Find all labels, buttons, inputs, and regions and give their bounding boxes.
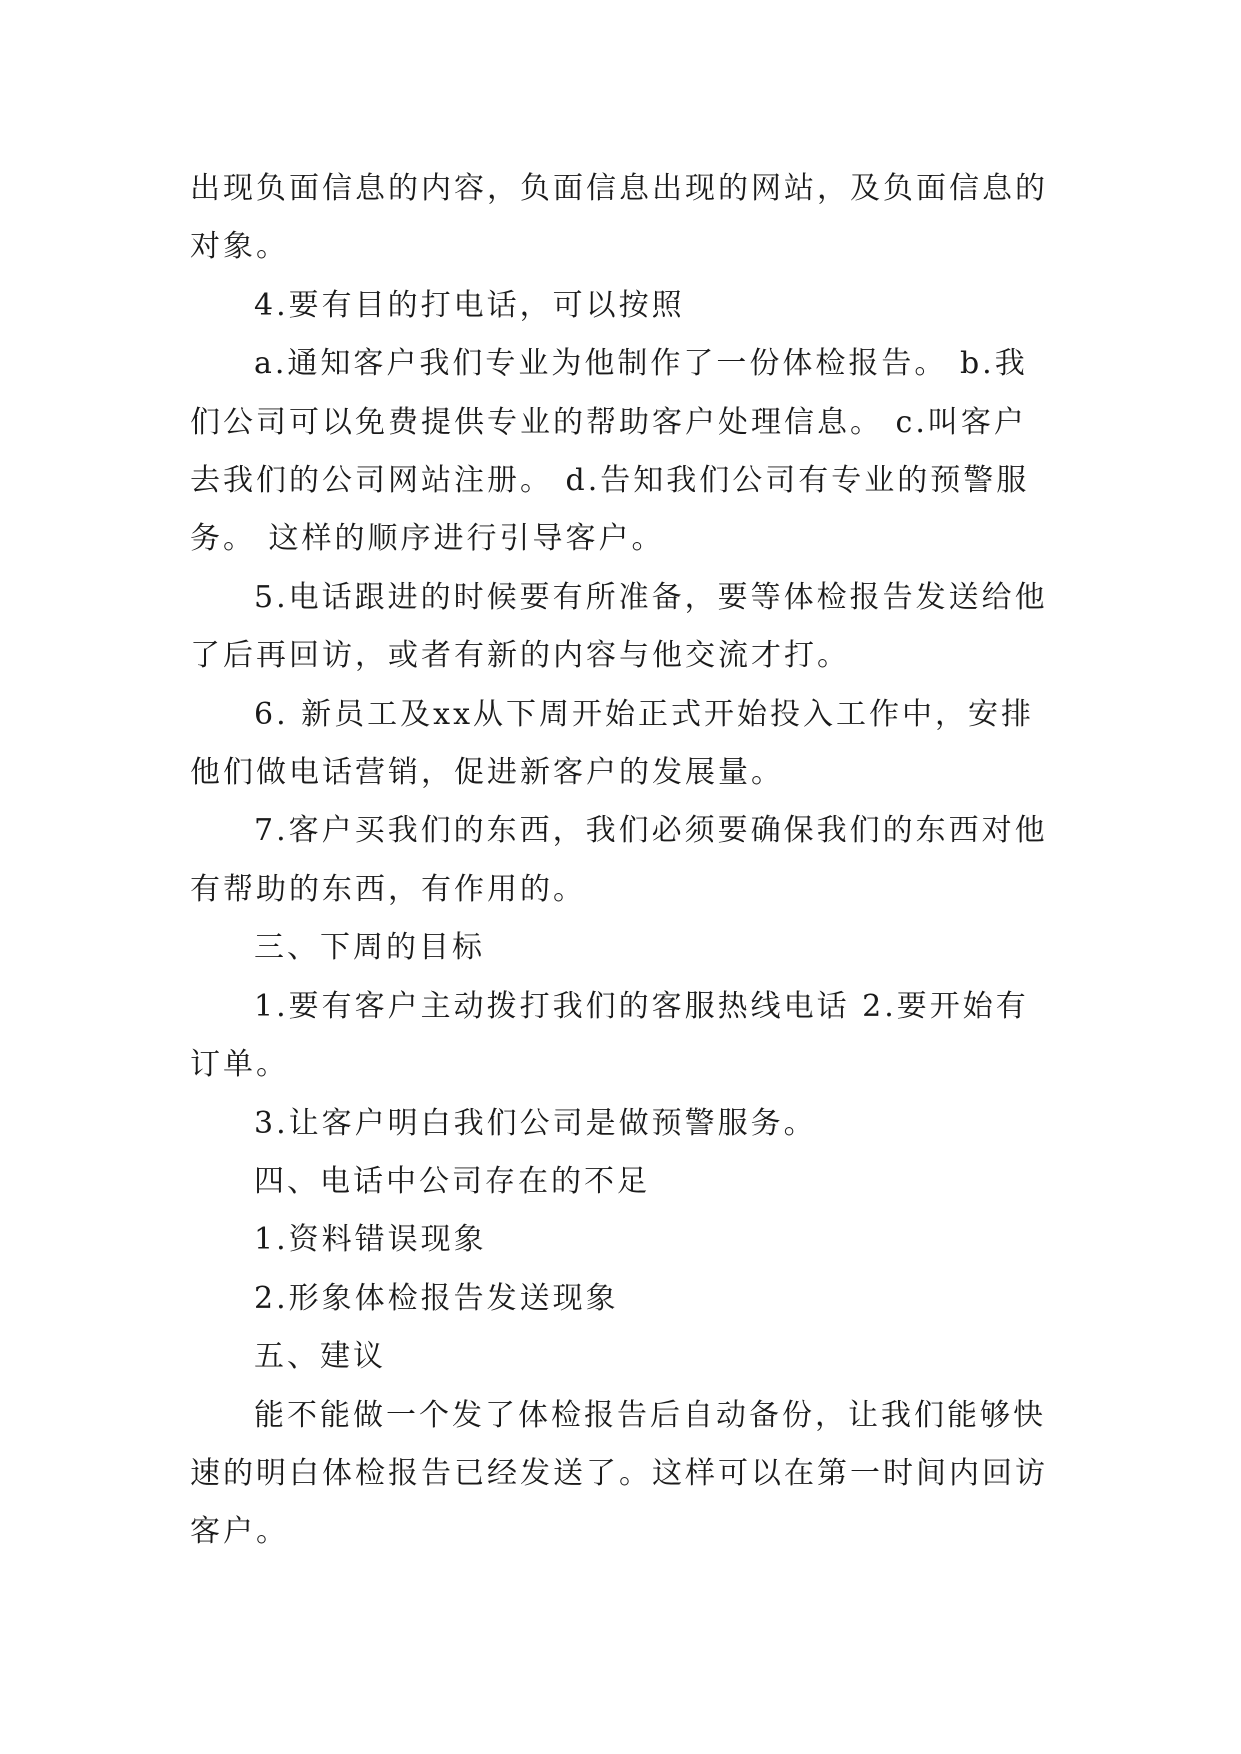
paragraph-item-7: 7.客户买我们的东西，我们必须要确保我们的东西对他有帮助的东西，有作用的。: [190, 813, 1048, 907]
paragraph-suggestion: 能不能做一个发了体检报告后自动备份，让我们能够快速的明白体检报告已经发送了。这样可以在第一时间内回访客户。: [190, 1397, 1048, 1550]
section-heading-shortcomings: 四、电话中公司存在的不足: [254, 1163, 650, 1199]
paragraph-item-4: 4.要有目的打电话，可以按照: [254, 287, 685, 323]
document-body: [190, 160, 1055, 1562]
paragraph-goal-1-2: 1.要有客户主动拨打我们的客服热线电话 2.要开始有订单。: [190, 988, 1029, 1083]
paragraph-item-4-steps: a.通知客户我们专业为他制作了一份体检报告。 b.我们公司可以免费提供专业的帮助客户处理信息。 c.叫客户去我们的公司网站注册。 d.告知我们公司有专业的预警服务。 这样的顺序进行引导客户。: [190, 346, 1030, 557]
paragraph-shortcoming-2: 2.形象体检报告发送现象: [254, 1280, 619, 1316]
paragraph-item-5: 5.电话跟进的时候要有所准备，要等体检报告发送给他了后再回访，或者有新的内容与他交流才打。: [190, 579, 1048, 674]
section-heading-suggestions: 五、建议: [254, 1339, 386, 1375]
section-heading-next-week-goals: 三、下周的目标: [254, 930, 485, 966]
paragraph-item-6: 6. 新员工及xx从下周开始正式开始投入工作中，安排他们做电话营销，促进新客户的发展量。: [190, 696, 1034, 791]
paragraph-goal-3: 3.让客户明白我们公司是做预警服务。: [254, 1105, 817, 1141]
paragraph-continuation: 出现负面信息的内容，负面信息出现的网站，及负面信息的对象。: [190, 171, 1048, 265]
paragraph-shortcoming-1: 1.资料错误现象: [254, 1222, 487, 1258]
